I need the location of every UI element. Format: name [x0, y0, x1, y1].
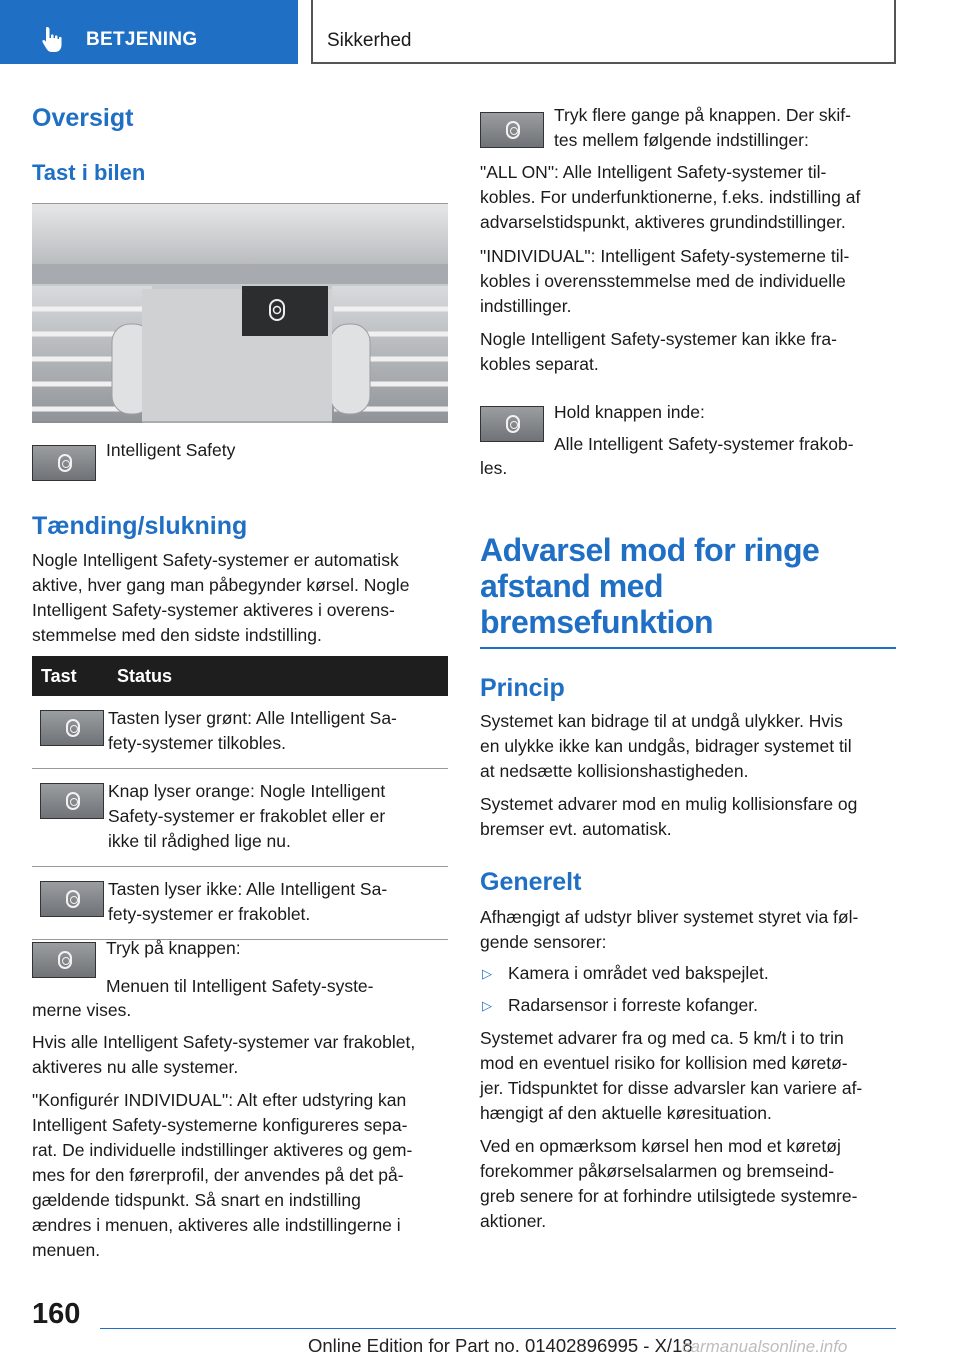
- principle-paragraph: Systemet kan bidrage til at undgå ulykker. Hvis en ulykke ikke kan undgås, bidrager systemet til at nedsætte kollisionshastigheden.: [480, 711, 852, 781]
- table-row: Knap lyser orange: Nogle Intelligent Safety-systemer er frakoblet eller er ikke til rådighed lige nu.: [32, 769, 448, 867]
- all-on-paragraph: "ALL ON": Alle Intelligent Safety-systemer til- kobles. For underfunktionerne, f.eks. indstilling af advarselstidspunkt, aktiveres grundindstillinger.: [480, 162, 861, 232]
- section-divider: [480, 647, 896, 649]
- press-text-1: Menuen til Intelligent Safety-syste-: [106, 976, 374, 996]
- general-paragraph: Afhængigt af udstyr bliver systemet styret via føl- gende sensorer:: [480, 907, 859, 952]
- onoff-text: Nogle Intelligent Safety-systemer er automatisk aktive, hver gang man påbegynder kørsel. Nogle Intelligent Safety-systemer aktiveres i overens- stemmelse med den sidste indstilling.: [32, 550, 410, 645]
- overview-title: Oversigt: [32, 104, 134, 132]
- table-header-row: [32, 656, 448, 696]
- footer-divider: [100, 1328, 896, 1329]
- multi-press-2: tes mellem følgende indstillinger:: [554, 130, 809, 150]
- individual-paragraph: "INDIVIDUAL": Intelligent Safety-systemerne til- kobles i overensstemmelse med de individuelle indstillinger.: [480, 246, 850, 316]
- button-icon: [480, 112, 544, 148]
- main-section-title: Advarsel mod for ringe afstand med bremsefunktion: [480, 532, 820, 640]
- status-table: [32, 656, 448, 940]
- edition-text: Online Edition for Part no. 01402896995 - X/18: [308, 1335, 693, 1356]
- section-tab: [0, 0, 298, 64]
- onoff-title: Tænding/slukning: [32, 512, 248, 540]
- chapter-header: [311, 0, 896, 64]
- config-paragraph: "Konfigurér INDIVIDUAL": Alt efter udstyring kan Intelligent Safety-systemerne konfigureres sepa- rat. De individuelle indstillinger aktiveres og gem- mes for den førerprofil, der anvendes på det på- gældende tidspunkt. Så snart en indstilling ændres i menuen, aktiveres alle indstillingerne i menuen.: [32, 1090, 413, 1260]
- dashboard-illustration: [32, 204, 448, 423]
- press-text-2: merne vises.: [32, 1000, 132, 1020]
- col-header-status: Status: [108, 656, 448, 696]
- bullet-item: Kamera i området ved bakspejlet.: [508, 963, 769, 983]
- icon-caption: Intelligent Safety: [106, 440, 236, 460]
- all-off-paragraph: Hvis alle Intelligent Safety-systemer var frakoblet, aktiveres nu alle systemer.: [32, 1032, 416, 1077]
- button-icon: [32, 942, 96, 978]
- multi-press-1: Tryk flere gange på knappen. Der skif-: [554, 105, 851, 125]
- left-column: [32, 100, 448, 1280]
- page-number: 160: [32, 1298, 81, 1330]
- triangle-bullet-icon: ▷: [482, 966, 492, 981]
- watermark: carmanualsonline.info: [682, 1337, 848, 1356]
- separate-paragraph: Nogle Intelligent Safety-systemer kan ikke fra- kobles separat.: [480, 329, 837, 374]
- hold-text-2: les.: [480, 458, 508, 478]
- button-icon: [40, 710, 104, 746]
- hand-icon: [38, 24, 68, 54]
- principle-paragraph-2: Systemet advarer mod en mulig kollisionsfare og bremser evt. automatisk.: [480, 794, 858, 839]
- button-icon: [40, 881, 104, 917]
- right-column: [480, 100, 896, 1280]
- button-icon: [480, 406, 544, 442]
- section-label: BETJENING: [86, 29, 198, 50]
- hold-label: Hold knappen inde:: [554, 402, 705, 422]
- intelligent-safety-button-icon: [32, 445, 96, 481]
- button-icon: [40, 783, 104, 819]
- press-label: Tryk på knappen:: [106, 938, 241, 958]
- principle-title: Princip: [480, 674, 565, 702]
- general-title: Generelt: [480, 868, 582, 896]
- warn-paragraph: Systemet advarer fra og med ca. 5 km/t i to trin mod en eventuel risiko for kollision med køretø- jer. Tidspunktet for disse advarsler kan variere af- hængigt af den aktuelle køresituation.: [480, 1028, 863, 1123]
- table-row: Tasten lyser grønt: Alle Intelligent Sa- fety-systemer tilkobles.: [32, 696, 448, 769]
- table-row: Tasten lyser ikke: Alle Intelligent Sa- fety-systemer er frakoblet.: [32, 867, 448, 940]
- hold-text-1: Alle Intelligent Safety-systemer frakob-: [554, 434, 854, 454]
- chapter-label: Sikkerhed: [327, 30, 412, 51]
- triangle-bullet-icon: ▷: [482, 998, 492, 1013]
- col-header-key: Tast: [32, 656, 108, 696]
- dashboard-photo: [32, 203, 448, 423]
- attentive-paragraph: Ved en opmærksom kørsel hen mod et køretøj forekommer påkørselsalarmen og bremseind- greb senere for at forhindre utilsigtede systemre- aktioner.: [480, 1136, 858, 1231]
- button-title: Tast i bilen: [32, 160, 146, 185]
- bullet-item: Radarsensor i forreste kofanger.: [508, 995, 758, 1015]
